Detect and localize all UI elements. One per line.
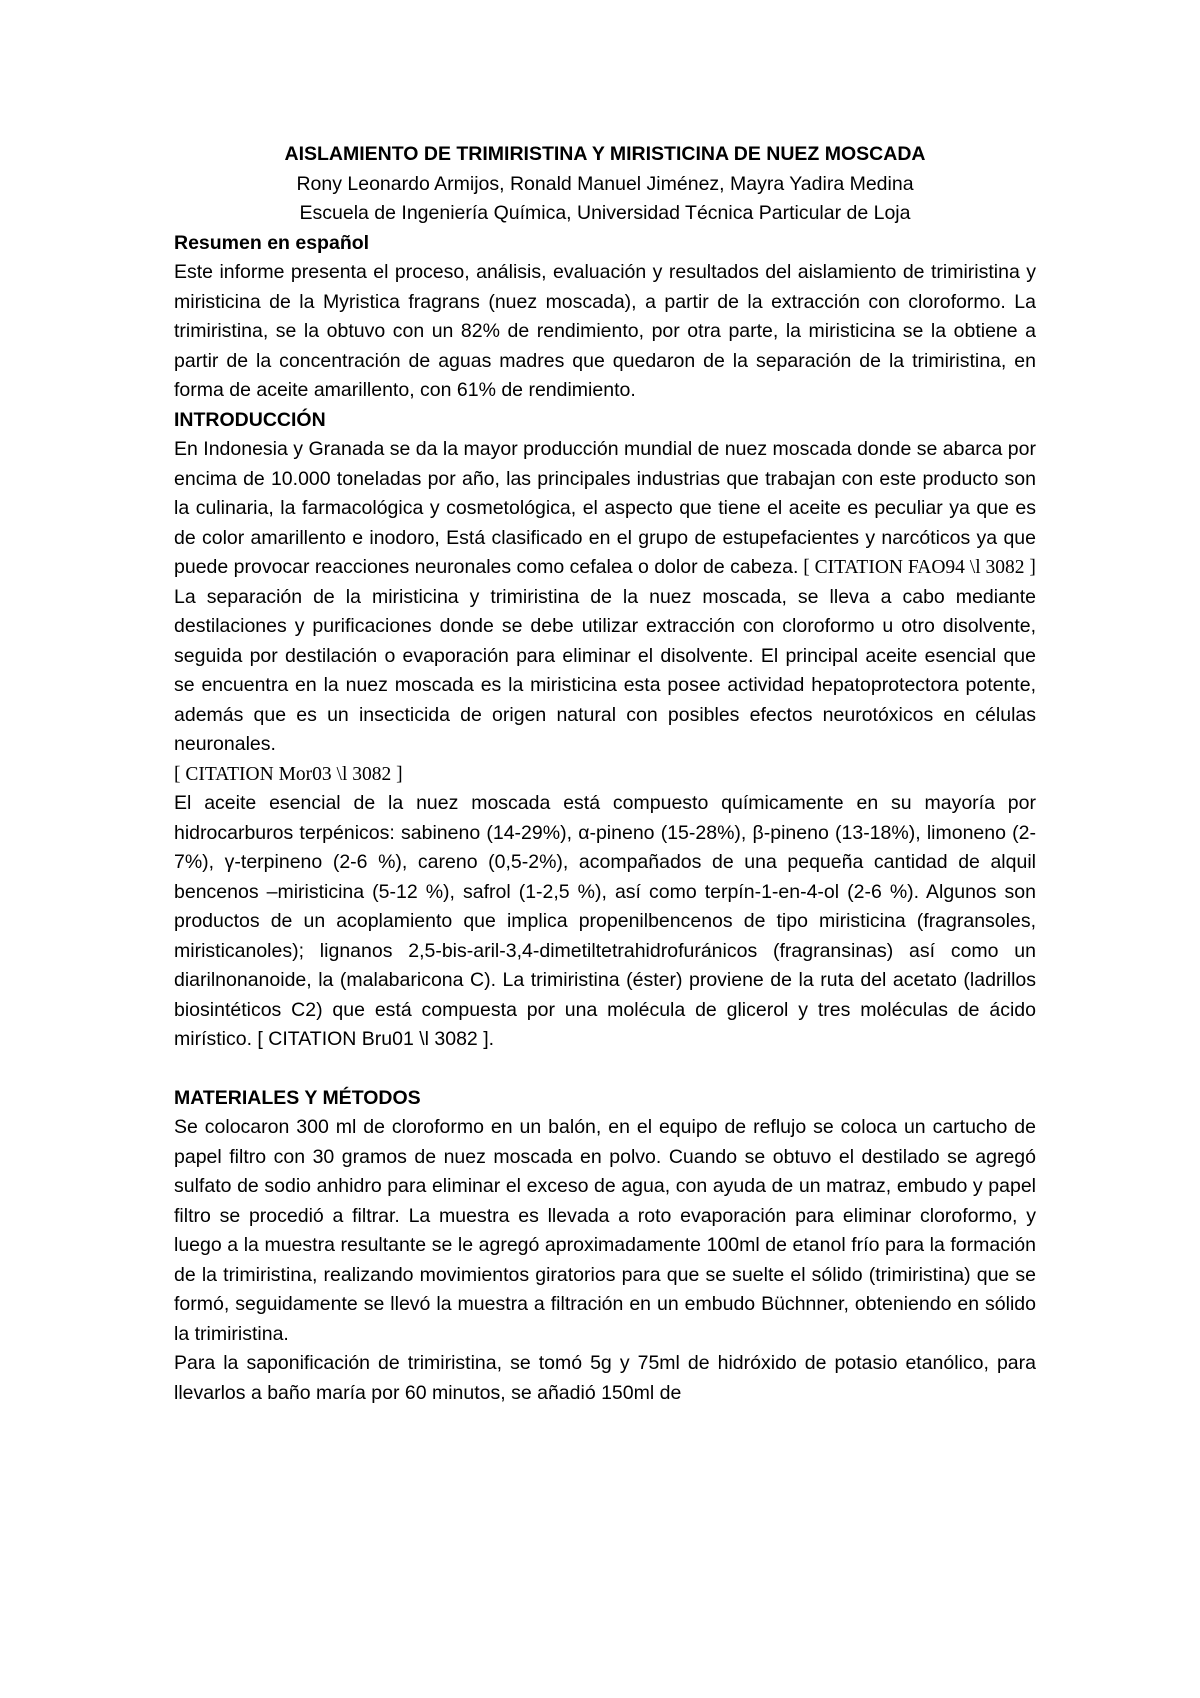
document-page [174,140,1036,1408]
intro-paragraph-1 [174,435,1036,583]
introduction-heading: INTRODUCCIÓN [174,408,326,431]
intro-paragraph-3-text: El aceite esencial de la nuez moscada está compuesto químicamente en su mayoría por hidrocarburos terpénicos: sabineno (14-29%), α-pineno (15-28%), β-pineno (13-18%), limoneno (2-7%), γ-terpineno (2-6 %), careno (0,5-2%), acompañados de una pequeña cantidad de alquil bencenos –miristicina (5-12 %), safrol (1-2,5 %), así como terpín-1-en-4-ol (2-6 %). Algunos son productos de un acoplamiento que implica propenilbencenos de tipo miristicina (fragransoles, miristicanoles); lignanos 2,5-bis-aril-3,4-dimetiltetrahidrofuránicos (fragransinas) así como un diarilnonanoide, la (malabaricona C). La trimiristina (éster) proviene de la ruta del acetato (ladrillos biosintéticos C2) que está compuesta por una molécula de glicerol y tres moléculas de ácido mirístico. [174,792,1036,1050]
intro-paragraph-1-text: En Indonesia y Granada se da la mayor producción mundial de nuez moscada donde se abarca por encima de 10.000 toneladas por año, las principales industrias que trabajan con este producto son la culinaria, la farmacológica y cosmetológica, el aspecto que tiene el aceite es peculiar ya que es de color amarillento e inodoro, Está clasificado en el grupo de estupefacientes y narcóticos ya que puede provocar reacciones neuronales como cefalea o dolor de cabeza. [174,438,1036,578]
authors-line: Rony Leonardo Armijos, Ronald Manuel Jiménez, Mayra Yadira Medina [296,172,914,195]
citation-bru01: [ CITATION Bru01 \l 3082 ]. [252,1028,495,1050]
citation-mor03: [ CITATION Mor03 \l 3082 ] [174,763,403,785]
abstract-heading: Resumen en español [174,231,370,254]
intro-paragraph-3 [174,789,1036,1055]
abstract-paragraph: Este informe presenta el proceso, análisis, evaluación y resultados del aislamiento de trimiristina y miristicina de la Myristica fragrans (nuez moscada), a partir de la extracción con cloroformo. La trimiristina, se la obtuvo con un 82% de rendimiento, por otra parte, la miristicina se la obtiene a partir de la concentración de aguas madres que quedaron de la separación de la trimiristina, en forma de aceite amarillento, con 61% de rendimiento. [174,261,1036,401]
section-spacer [174,1055,1036,1084]
intro-paragraph-2: La separación de la miristicina y trimiristina de la nuez moscada, se lleva a cabo mediante destilaciones y purificaciones donde se debe utilizar extracción con cloroformo u otro disolvente, seguida por destilación o evaporación para eliminar el disolvente. El principal aceite esencial que se encuentra en la nuez moscada es la miristicina esta posee actividad hepatoprotectora potente, además que es un insecticida de origen natural con posibles efectos neurotóxicos en células neuronales. [174,585,1036,755]
affiliation-line: Escuela de Ingeniería Química, Universidad Técnica Particular de Loja [299,202,911,224]
citation-fao94: [ CITATION FAO94 \l 3082 ] [798,557,1036,578]
methods-paragraph-1: Se colocaron 300 ml de cloroformo en un balón, en el equipo de reflujo se coloca un cartucho de papel filtro con 30 gramos de nuez moscada en polvo. Cuando se obtuvo el destilado se agregó sulfato de sodio anhidro para eliminar el exceso de agua, con ayuda de un matraz, embudo y papel filtro se procedió a filtrar. La muestra es llevada a roto evaporación para eliminar cloroformo, y luego a la muestra resultante se le agregó aproximadamente 100ml de etanol frío para la formación de la trimiristina, realizando movimientos giratorios para que se suelte el sólido (trimiristina) que se formó, seguidamente se llevó la muestra a filtración en un embudo Büchnner, obteniendo en sólido la trimiristina. [174,1116,1036,1345]
methods-heading: MATERIALES Y MÉTODOS [174,1086,421,1109]
document-title: AISLAMIENTO DE TRIMIRISTINA Y MIRISTICINA DE NUEZ MOSCADA [284,143,926,165]
methods-paragraph-2: Para la saponificación de trimiristina, se tomó 5g y 75ml de hidróxido de potasio etanólico, para llevarlos a baño maría por 60 minutos, se añadió 150ml de [174,1352,1036,1404]
